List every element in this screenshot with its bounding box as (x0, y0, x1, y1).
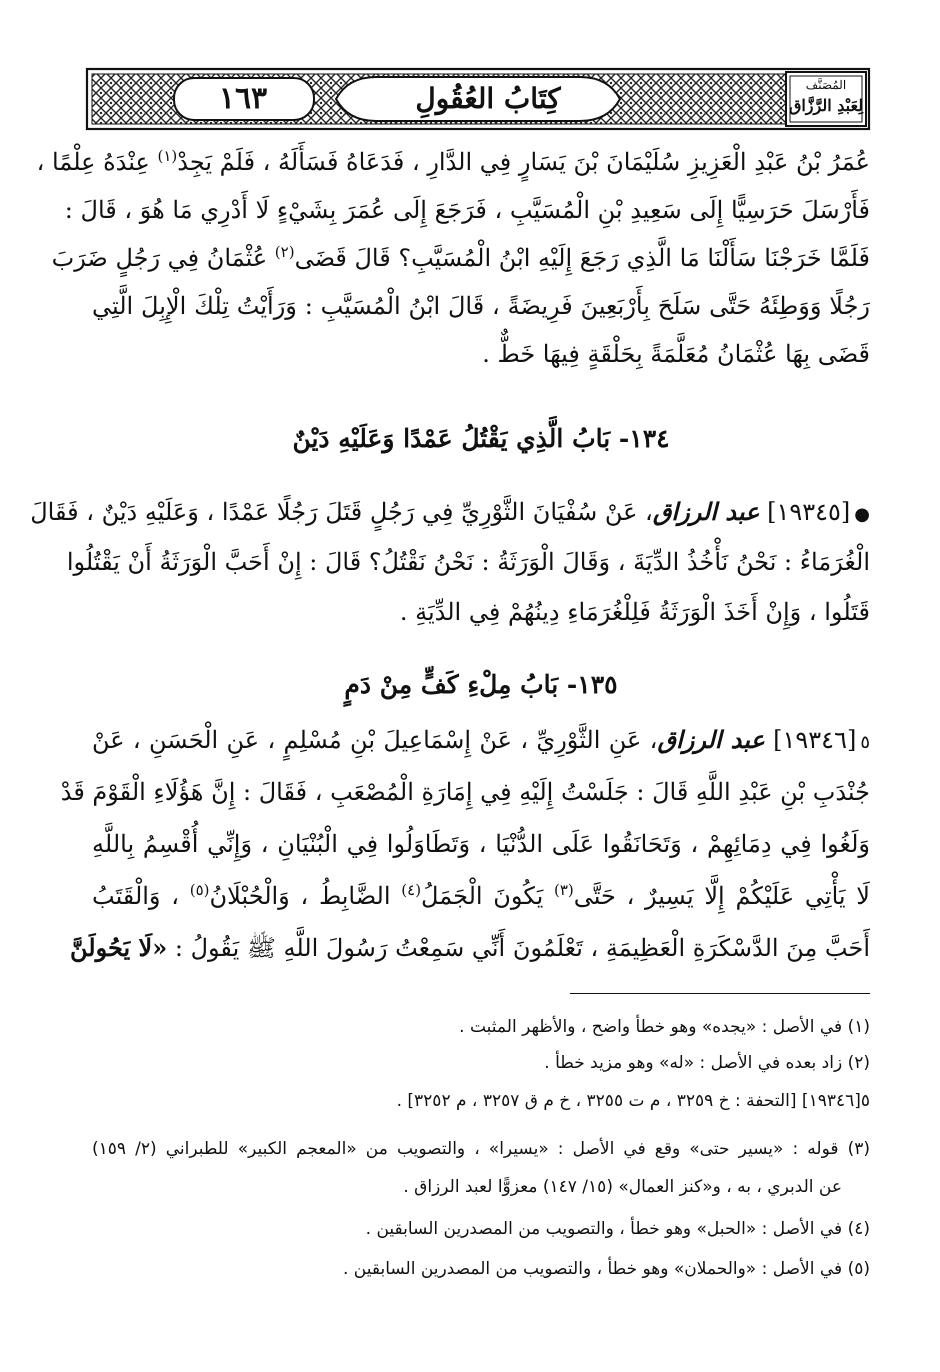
paragraph-3-line-2: جُنْدَبِ بْنِ عَبْدِ اللَّهِ قَالَ : جَلَسْتُ إِلَيْهِ فِي إِمَارَةِ الْمُصْعَبِ ، فَقَالَ : إِنَّ هَؤُلَاءِ الْقَوْمَ قَدْ (60, 778, 870, 806)
paragraph-1-line-2: فَأَرْسَلَ حَرَسِيًّا إِلَى سَعِيدِ بْنِ الْمُسَيَّبِ ، فَرَجَعَ إِلَى عُمَرَ بِشَيْءٍ لَا أَدْرِي مَا هُوَ ، قَالَ : (64, 196, 870, 224)
hadith-number: [١٩٣٤٥] (767, 498, 851, 526)
chapter-heading-135: ١٣٥- بَابُ مِلْءِ كَفٍّ مِنْ دَمٍ (344, 670, 618, 699)
text-segment: عِنْدَهُ عِلْمًا ، (36, 148, 150, 176)
hadith-number: [١٩٣٤٦] (773, 726, 857, 754)
text-segment: فَلَمَّا خَرَجْنَا سَأَلْنَا مَا الَّذِي رَجَعَ إِلَيْهِ ابْنُ الْمُسَيَّبِ؟ قَالَ قَضَى (294, 244, 870, 272)
paragraph-1-line-1 (36, 138, 870, 186)
text-segment: عُمَرُ بْنُ عَبْدِ الْعَزِيزِ سُلَيْمَانَ بْنَ يَسَارٍ فِي الدَّارِ ، فَدَعَاهُ فَسَأَلَهُ ، فَلَمْ يَجِدْ (177, 148, 870, 176)
footnote-separator (570, 993, 870, 994)
paragraph-1-line-3 (51, 234, 870, 282)
text-segment: الضَّابِطُ ، وَالْحُبْلَانُ (209, 882, 391, 910)
text-segment: أَحَبَّ مِنَ الدَّسْكَرَةِ الْعَظِيمَةِ ، تَعْلَمُونَ أَنِّي سَمِعْتُ رَسُولَ اللَّهِ ﷺ يَقُولُ : (174, 934, 870, 962)
footnote-3-line-2: عن الدبري ، به ، و«كنز العمال» (١٥/ ١٤٧) معزوًّا لعبد الرزاق . (403, 1177, 842, 1197)
paragraph-1-line-5: قَضَى بِهَا عُثْمَانُ مُعَلَّمَةً بِحَلْقَةٍ فِيهَا خَطٌّ . (482, 340, 870, 368)
emblem-top-text: المُصَنَّف (805, 78, 847, 92)
text-segment: ، عَنْ سُفْيَانَ الثَّوْرِيِّ فِي رَجُلٍ قَتَلَ رَجُلًا عَمْدًا ، وَعَلَيْهِ دَيْنٌ ، فَقَالَ (30, 498, 653, 526)
circle-marker-icon: ٥ (860, 732, 870, 753)
paragraph-3-line-3: وَلَغُوا فِي دِمَائِهِمْ ، وَتَحَانَقُوا عَلَى الدُّنْيَا ، وَتَطَاوَلُوا فِي الْبُنْيَانِ ، وَإِنِّي أُقْسِمُ بِاللَّهِ (92, 830, 870, 858)
footnote-3-line-1: (٣) قوله : «يسير حتى» وقع في الأصل : «يسيرا» ، والتصويب من «المعجم الكبير» للطبراني (٢/ ١٥٩) (92, 1139, 870, 1159)
book-emblem-icon (788, 74, 864, 124)
paragraph-3-line-4 (92, 872, 870, 920)
footnote-ref-1: (١) (157, 147, 178, 165)
emblem-bottom-text: لِعَبْدِ الرَّزَّاق (788, 96, 864, 115)
footnote-ref-5: (٥) (189, 881, 210, 899)
paragraph-3-line-5 (70, 924, 870, 972)
footnote-ref-3: (٣) (554, 881, 574, 899)
author-name: عبد الرزاق (652, 497, 760, 526)
text-segment: يَكُونَ الْجَمَلُ (421, 882, 544, 910)
chapter-heading-134: ١٣٤- بَابُ الَّذِي يَقْتُلُ عَمْدًا وَعَلَيْهِ دَيْنٌ (292, 424, 670, 453)
bullet-marker-icon: ● (854, 504, 870, 525)
footnote-1: (١) في الأصل : «يجده» وهو خطأ واضح ، والأظهر المثبت . (459, 1017, 870, 1037)
paragraph-1-line-4: رَجُلًا وَوَطِئَهُ حَتَّى سَلَحَ بِأَرْبَعِينَ فَرِيضَةً ، قَالَ ابْنُ الْمُسَيَّبِ : وَرَأَيْتُ تِلْكَ الْإِبِلَ الَّتِي (92, 292, 870, 320)
paragraph-2-line-2: الْغُرَمَاءُ : نَحْنُ نَأْخُذُ الدِّيَةَ ، وَقَالَ الْوَرَثَةُ : نَحْنُ نَقْتُلُ؟ قَالَ : إِنْ أَحَبَّ الْوَرَثَةُ أَنْ يَقْتُلُوا (66, 548, 870, 576)
hadith-quote-start: «لَا يَحُولَنَّ (70, 933, 168, 962)
footnote-tuhfa: ٥[١٩٣٤٦] [التحفة : خ ٣٢٥٩ ، م ت ٣٢٥٥ ، خ م ق ٣٢٥٧ ، م ٣٢٥٢] . (396, 1091, 870, 1111)
footnote-ref-2: (٢) (274, 243, 295, 261)
text-segment: لَا يَأْتِي عَلَيْكُمْ إِلَّا يَسِيرٌ ، حَتَّى (573, 882, 870, 910)
page-number: ١٦٣ (218, 81, 268, 116)
text-segment: ، عَنِ الثَّوْرِيِّ ، عَنْ إِسْمَاعِيلَ بْنِ مُسْلِمٍ ، عَنِ الْحَسَنِ ، عَنْ (92, 726, 658, 754)
footnote-5: (٥) في الأصل : «والحملان» وهو خطأ ، والتصويب من المصدرين السابقين . (342, 1259, 870, 1279)
footnote-4: (٤) في الأصل : «الحبل» وهو خطأ ، والتصويب من المصدرين السابقين . (365, 1219, 870, 1239)
book-title: كِتَابُ العُقُولِ (415, 82, 561, 115)
page-header (86, 68, 870, 130)
footnote-ref-4: (٤) (401, 881, 422, 899)
text-segment: عُثْمَانُ فِي رَجُلٍ ضَرَبَ (51, 244, 268, 272)
paragraph-2-line-1 (30, 488, 870, 536)
text-segment: ، وَالْقَتَبُ (92, 882, 179, 910)
footnote-2: (٢) زاد بعده في الأصل : «له» وهو مزيد خطأ . (544, 1053, 870, 1073)
author-name: عبد الرزاق (657, 725, 765, 754)
paragraph-3-line-1 (92, 716, 870, 764)
paragraph-2-line-3: قَتَلُوا ، وَإِنْ أَخَذَ الْوَرَثَةُ فَلِلْغُرَمَاءِ دِينُهُمْ فِي الدِّيَةِ . (399, 598, 870, 626)
